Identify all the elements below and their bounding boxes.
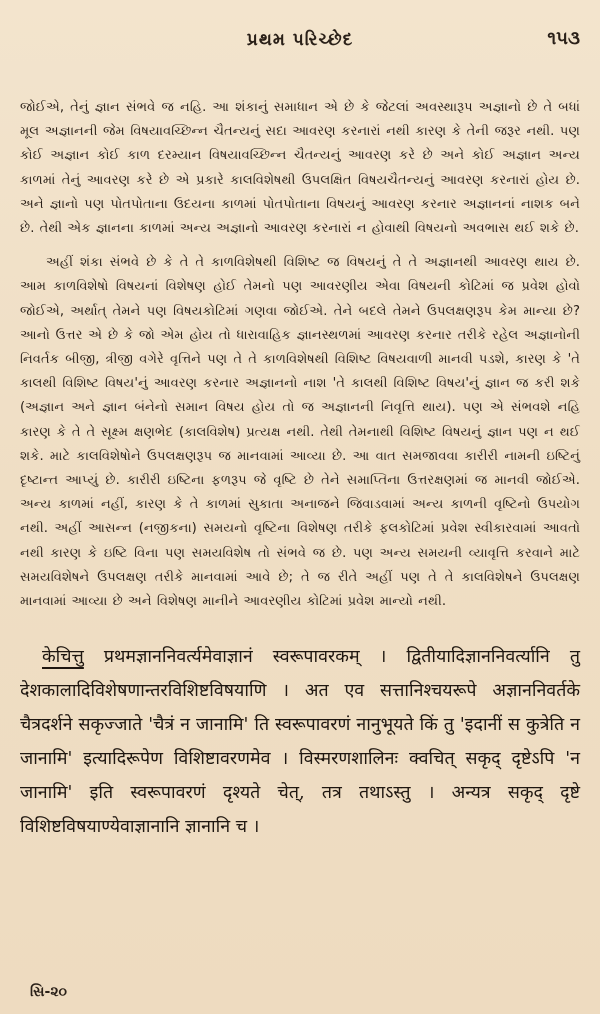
sanskrit-opening-word: केचित्तु bbox=[42, 646, 84, 668]
gujarati-paragraph-1: જોઈએ, તેનું જ્ઞાન સંભવે જ નહિ. આ શંકાનું સમાધાન એ છે કે જેટલાં અવસ્થારૂપ અજ્ઞાનો છે તે બધાં મૂલ અજ્ઞાનની જેમ વિષયાવચ્છિન્ન ચૈતન્યનું સદા આવરણ કરનારાં નથી કારણ કે તેની જરૂર નથી. પણ કોઈ અજ્ઞાન કોઈ કાળ દરમ્યાન વિષયાવચ્છિન્ન ચૈતન્યનું આવરણ કરે છે અને કોઈ અજ્ઞાન અન્ય કાળમાં તેનું આવરણ કરે છે એ પ્રકારે કાલવિશેષથી ઉપલક્ષિત વિષયચૈતન્યનું આવરણ કરનારાં હોય છે. અને જ્ઞાનો પણ પોતપોતાના ઉદયના કાળમાં પોતપોતાના વિષયનું આવરણ કરનાર અજ્ઞાનનાં નાશક બને છે. તેથી એક જ્ઞાનના કાળમાં અન્ય અજ્ઞાનો આવરણ કરનારાં ન હોવાથી વિષયનો અવભાસ થઈ શકે છે. bbox=[20, 100, 580, 237]
running-head: પ્રથમ પરિચ્છેદ bbox=[246, 30, 354, 50]
gujarati-paragraph-2: અહીં શંકા સંભવે છે કે તે તે કાળવિશેષથી વિશિષ્ટ જ વિષયનું તે તે અજ્ઞાનથી આવરણ થાય છે. આમ કાળવિશેષો વિષયનાં વિશેષણ હોઈ તેમનો પણ આવરણીય એવા વિષયની કોટિમાં જ પ્રવેશ હોવો જોઈએ, અર્થાત્ તેમને પણ વિષયકોટિમાં ગણવા જોઈએ. તેને બદલે તેમને ઉપલક્ષણરૂપ કેમ માન્યા છે? આનો ઉત્તર એ છે કે જો એમ હોય તો ધારાવાહિક જ્ઞાનસ્થળમાં આવરણ કરનાર તરીકે રહેલ અજ્ઞાનોની નિવર્તક બીજી, ત્રીજી વગેરે વૃત્તિને પણ તે તે કાળવિશેષથી વિશિષ્ટ વિષયવાળી માનવી પડશે, કારણ કે 'તે કાલથી વિશિષ્ટ વિષય'નું આવરણ કરનાર અજ્ઞાનનો નાશ 'તે કાલથી વિશિષ્ટ વિષય'નું જ્ઞાન જ કરી શકે (અજ્ઞાન અને જ્ઞાન બંનેનો સમાન વિષય હોય તો જ અજ્ઞાનની નિવૃત્તિ થાય). પણ એ સંભવશે નહિ કારણ કે તે તે સૂક્ષ્મ ક્ષણભેદ (કાલવિશેષ) પ્રત્યક્ષ નથી. તેથી તેમનાથી વિશિષ્ટ વિષયનું જ્ઞાન પણ ન થઈ શકે. માટે કાલવિશેષોને ઉપલક્ષણરૂપ જ માનવામાં આવ્યા છે. આ વાત સમજાવવા કારીરી નામની ઇષ્ટિનું દૃષ્ટાન્ત આપ્યું છે. કારીરી ઇષ્ટિના ફળરૂપ જે વૃષ્ટિ છે તેને સમાપ્તિના ઉત્તરક્ષણમાં જ માનવી જોઈએ. અન્ય કાળમાં નહીં, કારણ કે તે કાળમાં સુકાતા અનાજને જિવાડવામાં અન્ય કાળની વૃષ્ટિનો ઉપયોગ નથી. અહીં આસન્ન (નજીકના) સમયનો વૃષ્ટિના વિશેષણ તરીકે ફલકોટિમાં પ્રવેશ સ્વીકારવામાં આવતો નથી કારણ કે ઇષ્ટિ વિના પણ સમયવિશેષ તો સંભવે જ છે. પણ અન્ય સમયની વ્યાવૃત્તિ કરવાને માટે સમયવિશેષને ઉપલક્ષણ તરીકે માનવામાં આવે છે; તે જ રીતે અહીં પણ તે તે કાલવિશેષને ઉપલક્ષણ માનવામાં આવ્યા છે અને વિશેષણ માનીને આવરણીય કોટિમાં પ્રવેશ માન્યો નથી. bbox=[20, 255, 580, 610]
page-number: ૧૫૩ bbox=[547, 28, 580, 49]
folio-mark: સિ-૨૦ bbox=[30, 984, 67, 1000]
sanskrit-passage bbox=[20, 640, 580, 844]
sanskrit-text: प्रथमज्ञाननिवर्त्यमेवाज्ञानं स्वरूपावरकम् । द्वितीयादिज्ञाननिवर्त्यानि तु देशकालादिविशेषणान्तरविशिष्टविषयाणि । अत एव सत्तानिश्चयरूपे अज्ञाननिवर्तके चैत्रदर्शने सकृज्जाते 'चैत्रं न जानामि' ति स्वरूपावरणं नानुभूयते किं तु 'इदानीं स कुत्रेति न जानामि' इत्यादिरूपेण विशिष्टावरणमेव । विस्मरणशालिनः क्वचित् सकृद् दृष्टेऽपि 'न जानामि' इति स्वरूपावरणं दृश्यते चेत्, तत्र तथाऽस्तु । अन्यत्र सकृद् दृष्टे विशिष्टविषयाण्येवाज्ञानानि ज्ञानानि च । bbox=[20, 646, 580, 838]
page-header bbox=[20, 22, 580, 62]
